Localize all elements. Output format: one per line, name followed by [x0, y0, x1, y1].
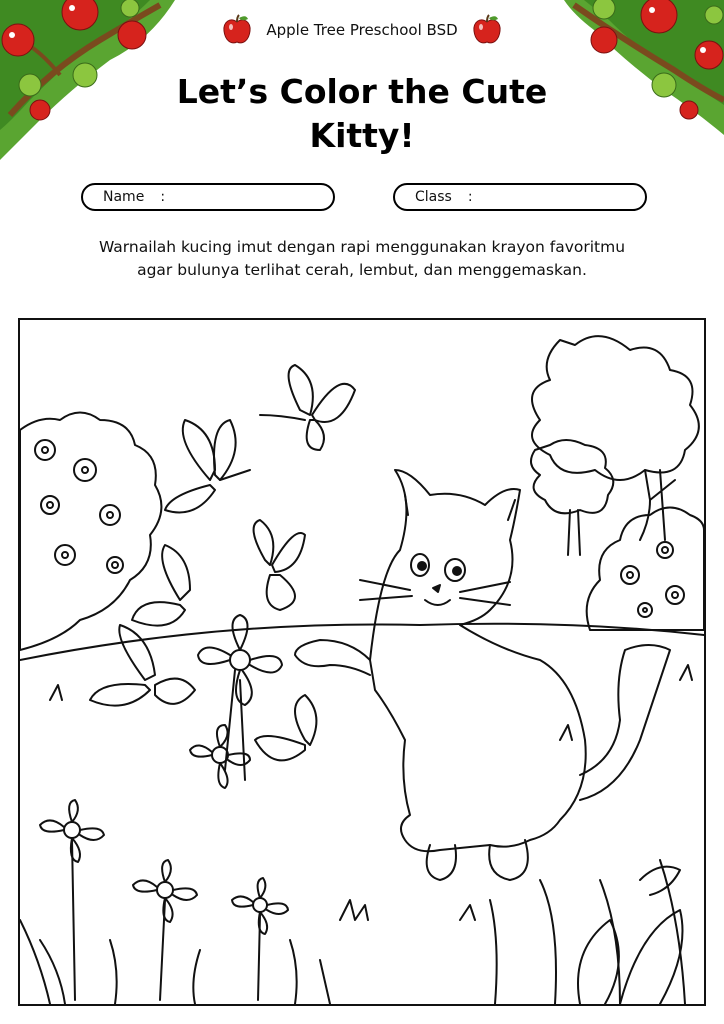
class-field[interactable]: [393, 183, 647, 211]
header: [0, 14, 724, 50]
school-name: Apple Tree Preschool BSD: [266, 21, 458, 39]
class-separator: :: [467, 189, 473, 205]
butterfly: [132, 545, 190, 626]
butterfly: [254, 520, 305, 610]
leafy-plant: [578, 867, 683, 1004]
background-tree-mid: [531, 440, 613, 555]
class-label: Class: [415, 189, 452, 205]
school-banner: [222, 14, 501, 46]
background-tree-right: [532, 336, 699, 540]
title-line-1: Let’s Color the Cute: [176, 72, 548, 111]
cat: [295, 470, 670, 880]
flower: [40, 800, 104, 1000]
page-title: [0, 70, 724, 158]
name-field[interactable]: [81, 183, 335, 211]
instructions-line-1: Warnailah kucing imut dengan rapi menggunakan krayon favoritmu: [98, 238, 626, 256]
instructions: [40, 236, 684, 282]
bush-flower: [35, 440, 123, 573]
flower: [232, 878, 288, 1000]
title-line-2: Kitty!: [309, 116, 415, 155]
butterfly: [260, 365, 355, 450]
butterfly: [165, 420, 250, 513]
flower: [190, 725, 250, 788]
coloring-illustration-frame: [18, 318, 706, 1006]
butterfly: [255, 695, 316, 760]
apple-icon: [222, 14, 252, 46]
coloring-illustration: [20, 320, 704, 1004]
butterfly: [90, 625, 195, 706]
name-label: Name: [103, 189, 145, 205]
bush-left: [20, 413, 161, 651]
grass: [20, 860, 685, 1004]
name-separator: :: [160, 189, 166, 205]
instructions-line-2: agar bulunya terlihat cerah, lembut, dan menggemaskan.: [137, 261, 587, 279]
apple-icon: [472, 14, 502, 46]
hedge-flower: [621, 542, 684, 617]
flower: [133, 860, 197, 1000]
